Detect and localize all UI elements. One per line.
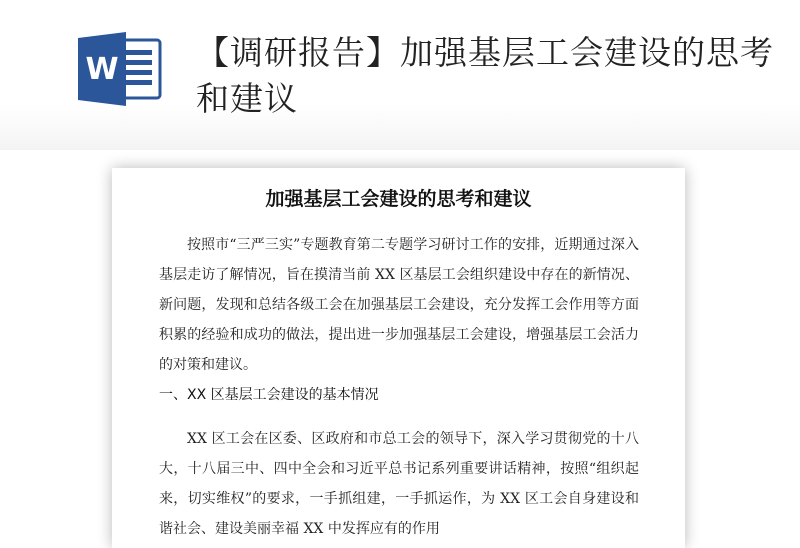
paragraph-intro: 按照市“三严三实”专题教育第二专题学习研讨工作的安排，近期通过深入基层走访了解情况，旨在摸清当前 XX 区基层工会组织建设中存在的新情况、新问题，发现和总结各级工会在加强基层工会建设，充分发挥工会作用等方面积累的经验和成功的做法，提出进一步加强基层工会建设，增强基层工会活力的对策和建议。	[159, 237, 639, 373]
section-heading-1: 一、XX 区基层工会建设的基本情况	[159, 387, 379, 403]
page-title: 【调研报告】加强基层工会建设的思考和建议	[196, 33, 774, 118]
word-icon	[76, 32, 162, 106]
paragraph-basic-situation: XX 区工会在区委、区政府和市总工会的领导下，深入学习贯彻党的十八大，十八届三中、四中全会和习近平总书记系列重要讲话精神，按照“组织起来，切实维权”的要求，一手抓组建，一手抓运作，为 XX 区工会自身建设和谐社会、建设美丽幸福 XX 中发挥应有的作用	[159, 431, 639, 537]
header-banner	[0, 0, 800, 150]
document-page	[112, 168, 685, 548]
document-title: 加强基层工会建设的思考和建议	[265, 188, 532, 210]
word-icon-letter: W	[85, 52, 119, 87]
